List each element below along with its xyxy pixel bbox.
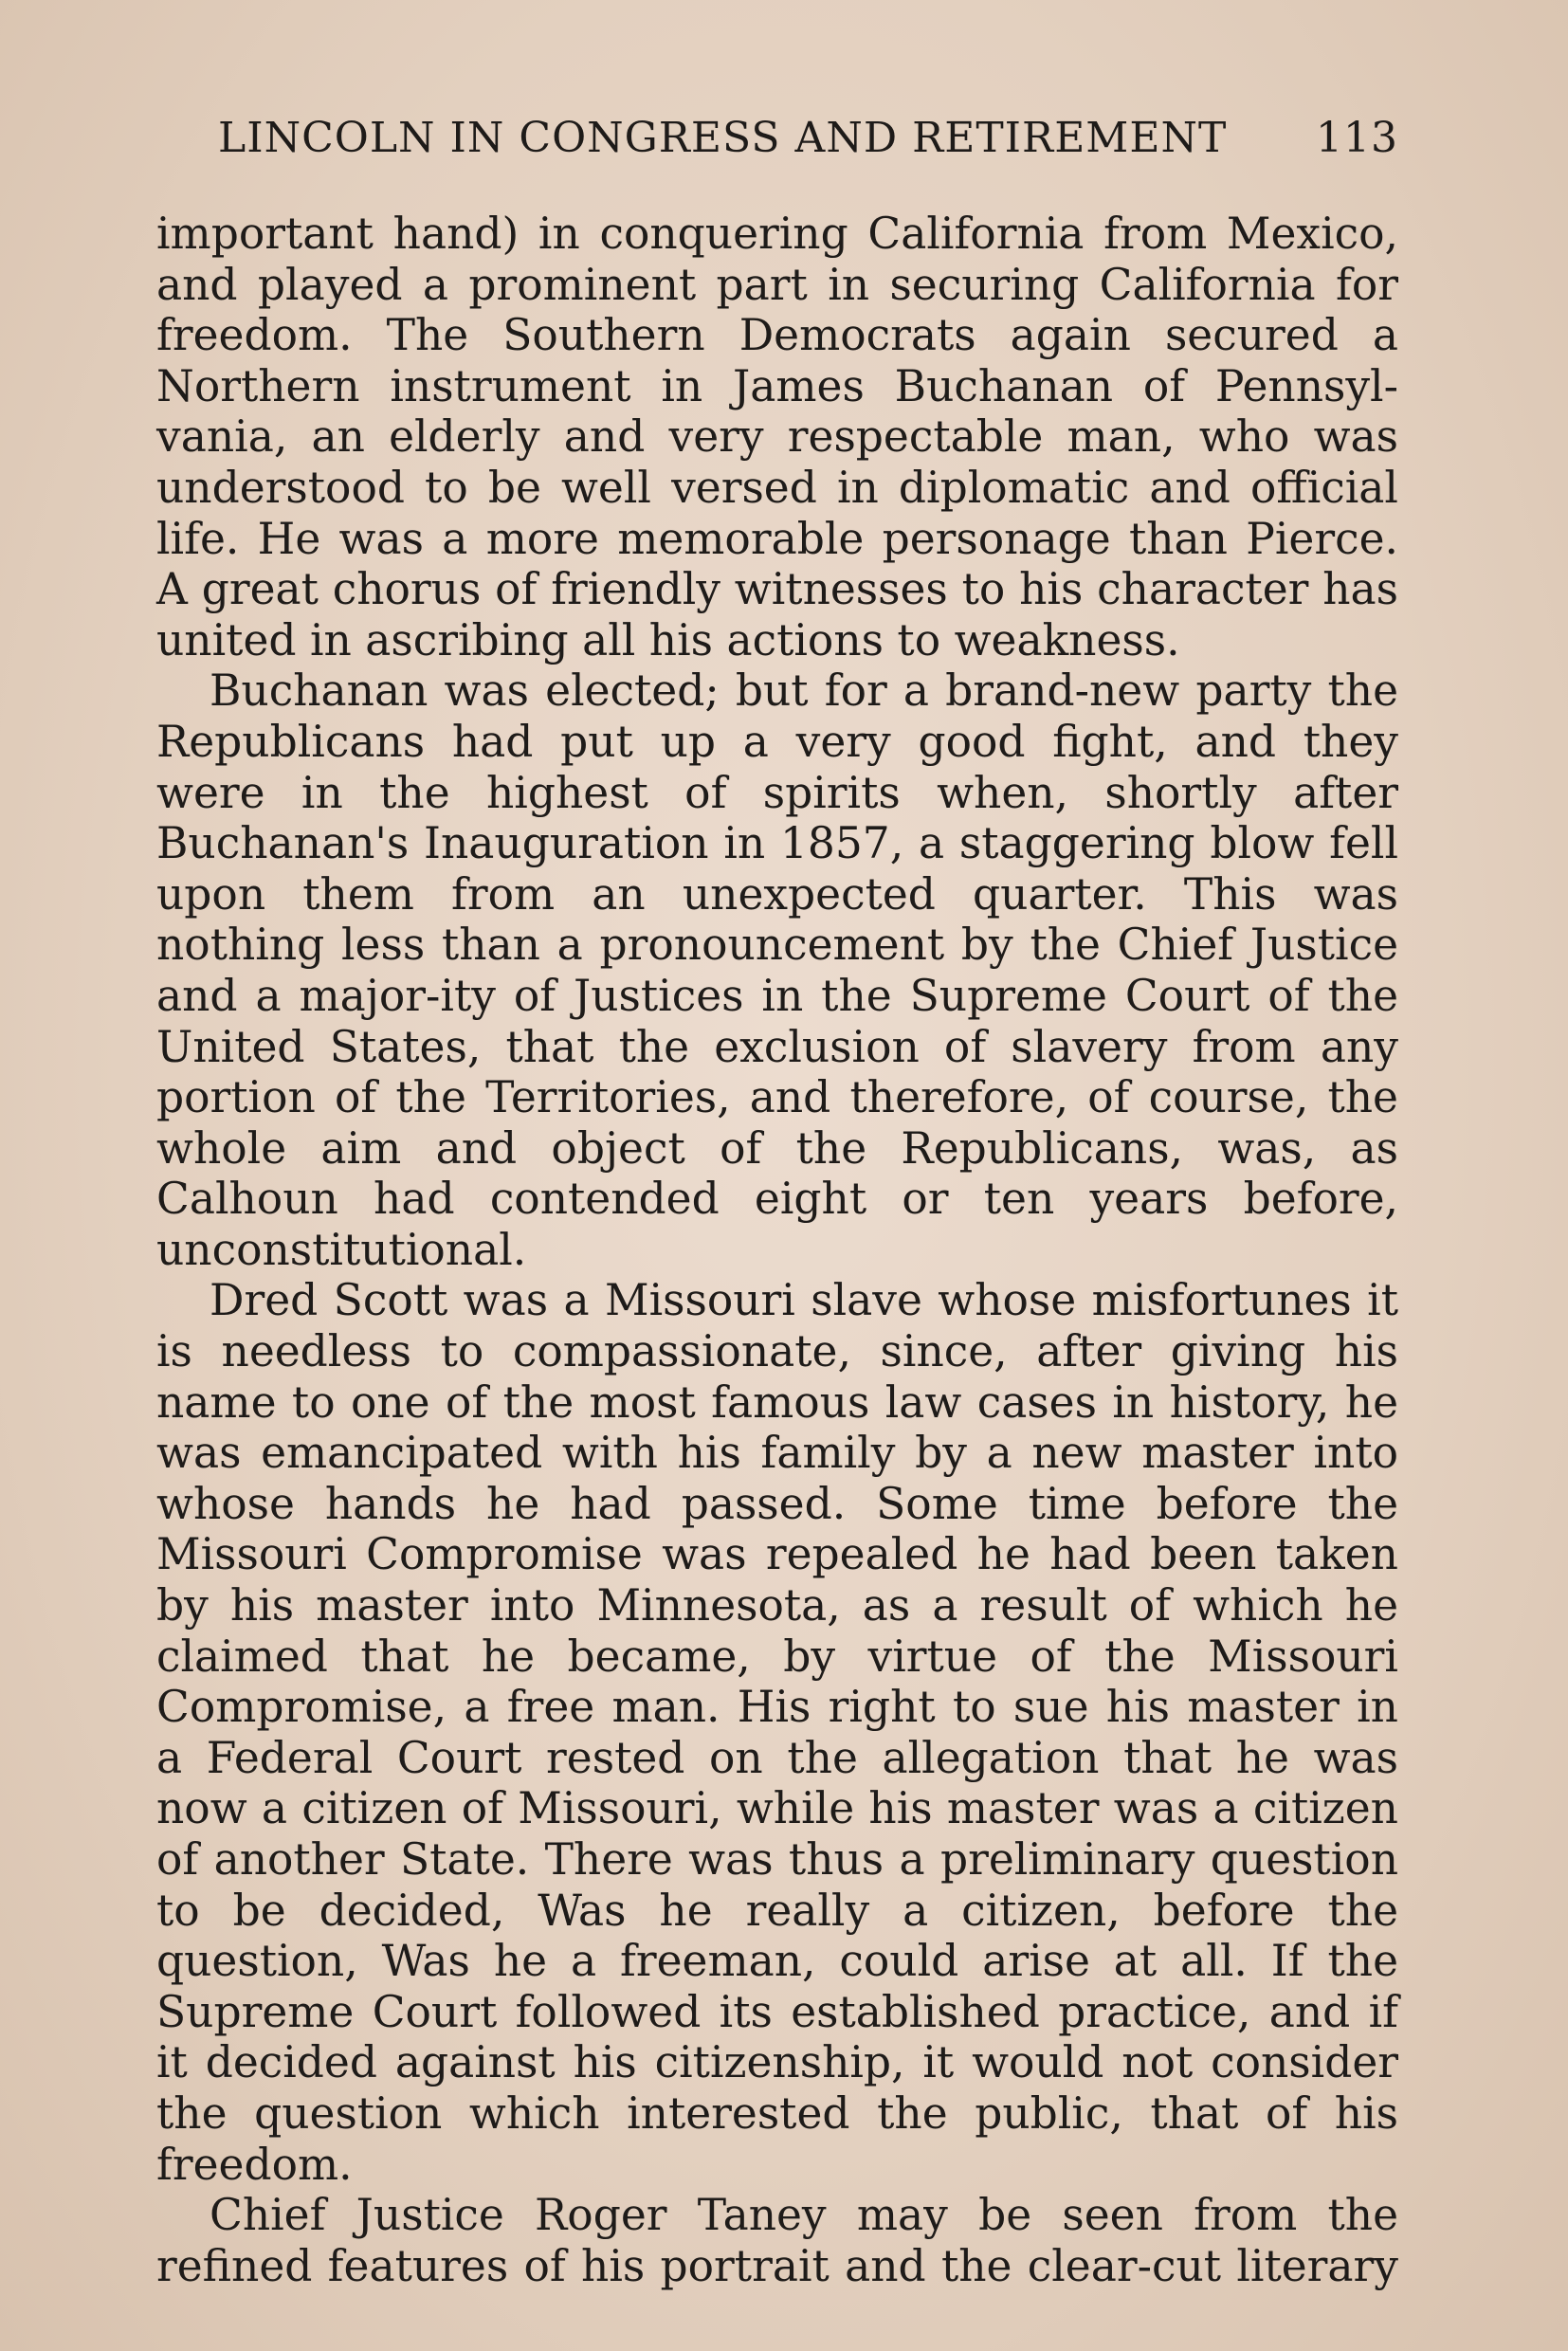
paragraph-2: Buchanan was elected; but for a brand-new party the Republicans had put up a very good fight, and they were in the highest of spirits when, shortly after Buchanan's Inauguration in 1857, a staggering blow fell upon them from an unexpected quarter. This was nothing less than a pronouncement by the Chief Justice and a major-ity of Justices in the Supreme Court of the United States, that the exclusion of slavery from any portion of the Territories, and therefore, of course, the whole aim and object of the Republicans, was, as Calhoun had contended eight or ten years before, unconstitutional. bbox=[156, 665, 1398, 1275]
running-title: LINCOLN IN CONGRESS AND RETIREMENT bbox=[218, 114, 1228, 162]
body-text bbox=[156, 209, 1398, 2291]
page-content bbox=[156, 114, 1398, 2291]
paragraph-4: Chief Justice Roger Taney may be seen from the refined features of his portrait and the clear-cut literary bbox=[156, 2190, 1398, 2291]
running-head bbox=[156, 114, 1398, 190]
page-number: 113 bbox=[1316, 114, 1398, 162]
paragraph-3: Dred Scott was a Missouri slave whose misfortunes it is needless to compassionate, since, after giving his name to one of the most famous law cases in history, he was emancipated with his family by a new master into whose hands he had passed. Some time before the Missouri Compromise was repealed he had been taken by his master into Minnesota, as a result of which he claimed that he became, by virtue of the Missouri Compromise, a free man. His right to sue his master in a Federal Court rested on the allegation that he was now a citizen of Missouri, while his master was a citizen of another State. There was thus a preliminary question to be decided, Was he really a citizen, before the question, Was he a freeman, could arise at all. If the Supreme Court followed its established practice, and if it decided against his citizenship, it would not consider the question which interested the public, that of his freedom. bbox=[156, 1275, 1398, 2190]
paragraph-1: important hand) in conquering California from Mexico, and played a prominent part in securing California for freedom. The Southern Democrats again secured a Northern instrument in James Buchanan of Pennsyl-vania, an elderly and very respectable man, who was understood to be well versed in diplomatic and official life. He was a more memorable personage than Pierce. A great chorus of friendly witnesses to his character has united in ascribing all his actions to weakness. bbox=[156, 209, 1398, 665]
